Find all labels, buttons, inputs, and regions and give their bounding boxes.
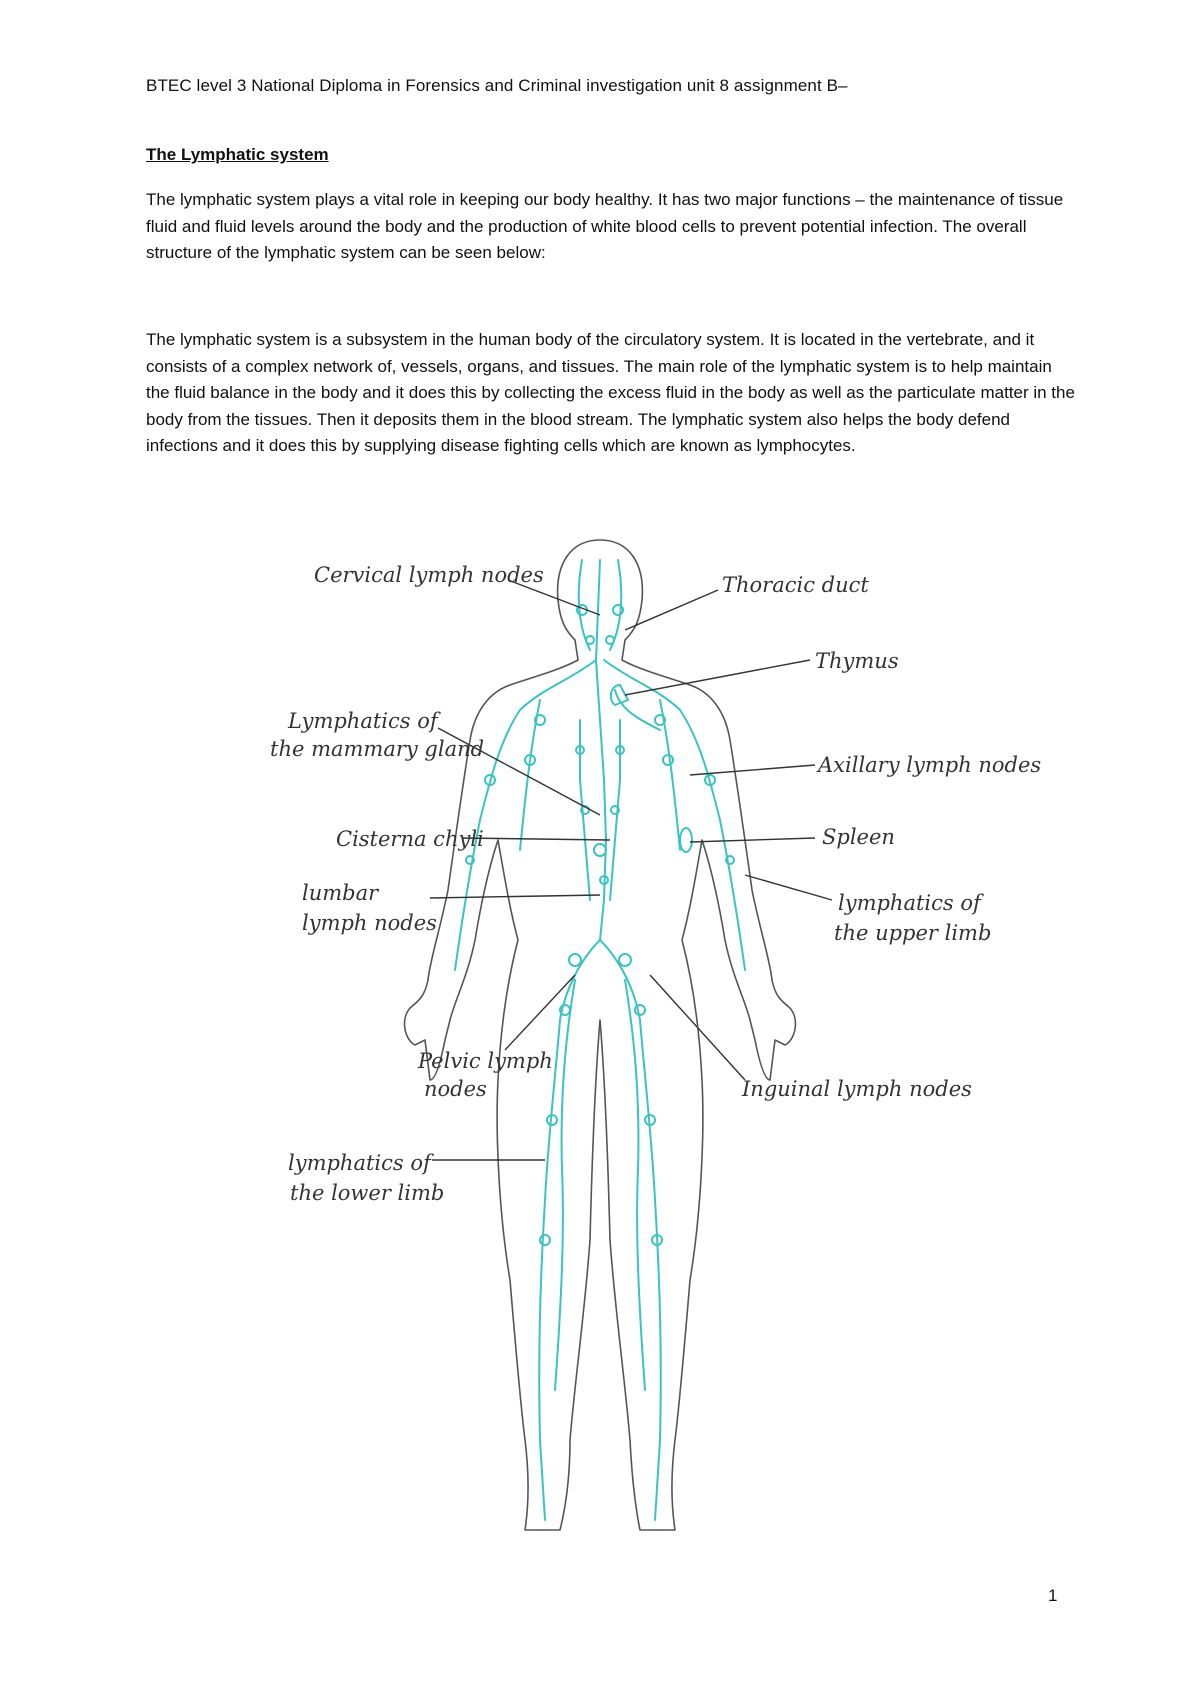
section-heading: The Lymphatic system	[146, 145, 329, 164]
label-lower-limb-line1: lymphatics of	[288, 1151, 431, 1175]
lymph-nodes	[466, 605, 734, 1245]
label-inguinal-lymph-nodes: Inguinal lymph nodes	[742, 1077, 972, 1101]
label-cisterna-chyli: Cisterna chyli	[336, 827, 484, 851]
label-lumbar-line1: lumbar	[302, 881, 379, 905]
diagram-labels	[270, 563, 1041, 1205]
label-thymus: Thymus	[815, 649, 899, 673]
page-number: 1	[1048, 1586, 1058, 1605]
label-axillary-lymph-nodes: Axillary lymph nodes	[818, 753, 1042, 777]
label-mammary-line1: Lymphatics of	[288, 709, 438, 733]
label-cervical-lymph-nodes: Cervical lymph nodes	[314, 563, 544, 587]
document-header: BTEC level 3 National Diploma in Forensics and Criminal investigation unit 8 assignment B–	[146, 76, 848, 95]
label-upper-limb-line2: the upper limb	[834, 921, 992, 945]
label-pelvic-line1: Pelvic lymph	[418, 1049, 553, 1073]
label-lower-limb-line2: the lower limb	[290, 1181, 445, 1205]
leader-lines	[430, 580, 832, 1160]
label-pelvic-line2: nodes	[424, 1077, 487, 1101]
label-thoracic-duct: Thoracic duct	[722, 573, 869, 597]
label-spleen: Spleen	[822, 825, 895, 849]
label-mammary-line2: the mammary gland	[270, 737, 485, 761]
lymph-vessels	[455, 560, 745, 1520]
body-outline	[405, 540, 796, 1530]
intro-paragraph: The lymphatic system plays a vital role in keeping our body healthy. It has two major functions – the maintenance of tissue fluid and fluid levels around the body and the production of white blood cells to prevent potential infection. The overall structure of the lymphatic system can be seen below:	[146, 190, 1064, 262]
description-paragraph: The lymphatic system is a subsystem in the human body of the circulatory system. It is located in the vertebrate, and it consists of a complex network of, vessels, organs, and tissues. The main role of the lymphatic system is to help maintain the fluid balance in the body and it does this by collecting the excess fluid in the body as well as the particulate matter in the body from the tissues. Then it deposits them in the blood stream. The lymphatic system also helps the body defend infections and it does this by supplying disease fighting cells which are known as lymphocytes.	[146, 330, 1075, 455]
lymphatic-system-diagram	[0, 520, 1200, 1560]
diagram-canvas	[0, 520, 1200, 1560]
label-lumbar-line2: lymph nodes	[302, 911, 437, 935]
label-upper-limb-line1: lymphatics of	[838, 891, 981, 915]
